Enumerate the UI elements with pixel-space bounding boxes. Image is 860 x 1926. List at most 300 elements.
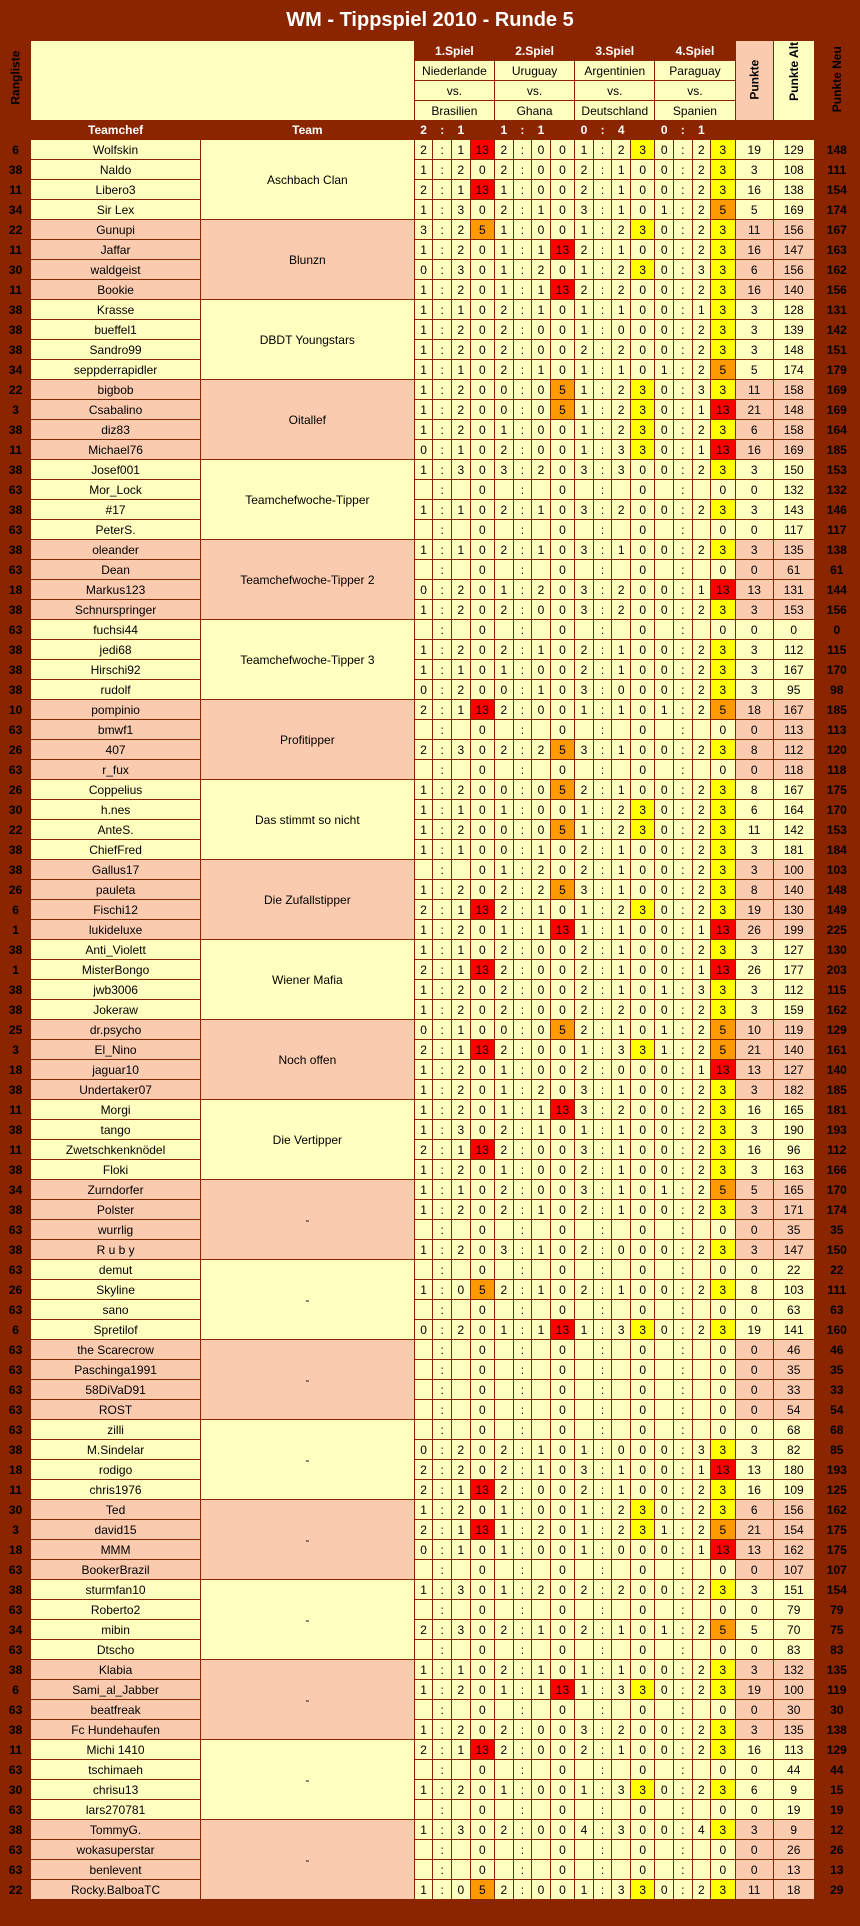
rank-cell: 63 xyxy=(1,1860,31,1880)
rank-cell: 3 xyxy=(1,400,31,420)
punkte-cell: 3 xyxy=(735,1720,773,1740)
tip-home: 1 xyxy=(414,280,433,300)
tip-away xyxy=(692,1220,711,1240)
tip-home xyxy=(655,1800,674,1820)
tip-home: 3 xyxy=(414,220,433,240)
tip-home: 0 xyxy=(655,240,674,260)
punkte-neu-cell: 166 xyxy=(814,1160,859,1180)
punkte-neu-cell: 185 xyxy=(814,1080,859,1100)
tip-colon: : xyxy=(593,300,612,320)
tip-colon: : xyxy=(513,1360,532,1380)
tip-colon: : xyxy=(513,1460,532,1480)
tip-home: 1 xyxy=(414,1000,433,1020)
punkte-alt-cell: 0 xyxy=(773,620,814,640)
punkte-cell: 0 xyxy=(735,1800,773,1820)
team-cell: - xyxy=(200,1260,414,1340)
tip-points: 13 xyxy=(711,1540,735,1560)
tip-points: 13 xyxy=(711,580,735,600)
tip-colon: : xyxy=(673,1700,692,1720)
tip-home: 2 xyxy=(575,840,594,860)
tip-points: 0 xyxy=(630,860,654,880)
tip-points: 0 xyxy=(550,660,574,680)
rank-cell: 63 xyxy=(1,1220,31,1240)
rank-cell: 63 xyxy=(1,1300,31,1320)
tip-home: 1 xyxy=(655,1620,674,1640)
tip-away: 0 xyxy=(532,600,551,620)
tip-colon: : xyxy=(593,1880,612,1900)
punkte-cell: 0 xyxy=(735,720,773,740)
tip-points: 0 xyxy=(550,1480,574,1500)
teamchef-cell: Csabalino xyxy=(31,400,201,420)
tip-home: 3 xyxy=(575,740,594,760)
tip-home xyxy=(494,1420,513,1440)
tip-away xyxy=(532,1700,551,1720)
tip-home: 2 xyxy=(494,600,513,620)
tip-home: 0 xyxy=(655,740,674,760)
player-row xyxy=(1,1480,860,1500)
tip-points: 0 xyxy=(470,1020,494,1040)
tip-colon: : xyxy=(673,520,692,540)
tip-home: 0 xyxy=(494,380,513,400)
punkte-cell: 8 xyxy=(735,740,773,760)
tip-colon: : xyxy=(593,700,612,720)
tip-colon: : xyxy=(433,1120,452,1140)
punkte-neu-cell: 129 xyxy=(814,1020,859,1040)
tip-away xyxy=(451,1560,470,1580)
tip-colon: : xyxy=(673,1160,692,1180)
tip-away: 2 xyxy=(692,780,711,800)
tip-colon: : xyxy=(593,800,612,820)
score-colon: : xyxy=(513,121,532,140)
rank-cell: 63 xyxy=(1,620,31,640)
player-row xyxy=(1,1220,860,1240)
tip-points: 0 xyxy=(470,340,494,360)
tip-points: 0 xyxy=(550,640,574,660)
punkte-cell: 3 xyxy=(735,1120,773,1140)
tip-points: 0 xyxy=(630,1720,654,1740)
tip-home xyxy=(575,480,594,500)
tip-home: 2 xyxy=(414,180,433,200)
tip-away: 2 xyxy=(692,1000,711,1020)
punkte-neu-cell: 161 xyxy=(814,1040,859,1060)
tip-away xyxy=(612,520,631,540)
tip-points: 3 xyxy=(711,180,735,200)
tip-points: 0 xyxy=(630,360,654,380)
player-row xyxy=(1,680,860,700)
tip-points: 3 xyxy=(630,1880,654,1900)
punkte-neu-cell: 44 xyxy=(814,1760,859,1780)
tip-away xyxy=(451,1420,470,1440)
tip-home xyxy=(575,1300,594,1320)
player-row xyxy=(1,1620,860,1640)
tip-colon: : xyxy=(513,260,532,280)
tip-away: 1 xyxy=(451,940,470,960)
tip-points: 3 xyxy=(630,1680,654,1700)
tip-points: 0 xyxy=(630,1580,654,1600)
tip-points: 3 xyxy=(711,600,735,620)
punkte-cell: 16 xyxy=(735,1140,773,1160)
teamchef-cell: bueffel1 xyxy=(31,320,201,340)
tip-colon: : xyxy=(593,1860,612,1880)
tip-home: 1 xyxy=(414,1060,433,1080)
punkte-neu-cell: 103 xyxy=(814,860,859,880)
tip-colon: : xyxy=(513,820,532,840)
tip-home: 2 xyxy=(575,980,594,1000)
tip-home: 2 xyxy=(575,1480,594,1500)
tip-home: 0 xyxy=(655,780,674,800)
tip-points: 3 xyxy=(711,1580,735,1600)
teamchef-cell: rodigo xyxy=(31,1460,201,1480)
tip-points: 0 xyxy=(470,200,494,220)
rank-cell: 38 xyxy=(1,540,31,560)
teamchef-cell: Hirschi92 xyxy=(31,660,201,680)
rank-cell: 34 xyxy=(1,1180,31,1200)
tip-home: 2 xyxy=(575,1620,594,1640)
punkte-alt-cell: 181 xyxy=(773,840,814,860)
tip-colon: : xyxy=(433,1500,452,1520)
tip-colon: : xyxy=(673,900,692,920)
tip-points: 0 xyxy=(470,1560,494,1580)
teamchef-cell: Krasse xyxy=(31,300,201,320)
tip-points: 0 xyxy=(630,240,654,260)
tip-home: 1 xyxy=(414,1120,433,1140)
tip-colon: : xyxy=(593,860,612,880)
teamchef-cell: Rocky.BalboaTC xyxy=(31,1880,201,1900)
tip-points: 0 xyxy=(470,280,494,300)
tip-away: 1 xyxy=(451,800,470,820)
tip-away: 3 xyxy=(692,380,711,400)
punkte-cell: 0 xyxy=(735,1340,773,1360)
teamchef-cell: Spretilof xyxy=(31,1320,201,1340)
tip-home: 2 xyxy=(494,440,513,460)
rank-cell: 10 xyxy=(1,700,31,720)
tip-colon: : xyxy=(593,1460,612,1480)
punkte-cell: 0 xyxy=(735,1360,773,1380)
tip-away: 1 xyxy=(532,540,551,560)
tip-points: 0 xyxy=(550,960,574,980)
tip-home: 2 xyxy=(575,1580,594,1600)
tip-home: 2 xyxy=(494,1480,513,1500)
tip-points: 0 xyxy=(630,560,654,580)
player-row xyxy=(1,820,860,840)
tip-away xyxy=(532,560,551,580)
rank-cell: 38 xyxy=(1,460,31,480)
tip-away xyxy=(612,1860,631,1880)
tip-home: 2 xyxy=(575,1200,594,1220)
tip-away: 0 xyxy=(612,1440,631,1460)
score-spacer xyxy=(630,121,654,140)
tip-points: 3 xyxy=(711,140,735,160)
tip-points: 13 xyxy=(711,920,735,940)
punkte-neu-cell: 85 xyxy=(814,1440,859,1460)
tip-points: 3 xyxy=(711,1280,735,1300)
tip-colon: : xyxy=(593,1000,612,1020)
punkte-alt-cell: 112 xyxy=(773,980,814,1000)
tip-home: 2 xyxy=(494,1880,513,1900)
tip-home xyxy=(655,1560,674,1580)
tip-home: 3 xyxy=(575,1080,594,1100)
game2-score-away: 1 xyxy=(532,121,551,140)
tip-home: 0 xyxy=(655,500,674,520)
tip-points: 0 xyxy=(470,1820,494,1840)
punkte-alt-cell: 140 xyxy=(773,880,814,900)
tip-points: 0 xyxy=(470,840,494,860)
tip-colon: : xyxy=(433,800,452,820)
tip-away: 2 xyxy=(451,1200,470,1220)
player-row xyxy=(1,1240,860,1260)
tip-home: 1 xyxy=(655,1180,674,1200)
tip-home: 1 xyxy=(575,260,594,280)
rank-cell: 34 xyxy=(1,360,31,380)
tip-points: 0 xyxy=(630,1280,654,1300)
punkte-neu-cell: 19 xyxy=(814,1800,859,1820)
tip-away: 1 xyxy=(451,1480,470,1500)
tip-away: 0 xyxy=(532,940,551,960)
tip-away: 0 xyxy=(532,820,551,840)
player-row xyxy=(1,1180,860,1200)
tip-colon: : xyxy=(513,1820,532,1840)
tip-points: 0 xyxy=(630,1140,654,1160)
tip-colon: : xyxy=(433,600,452,620)
punkte-alt-cell: 135 xyxy=(773,1720,814,1740)
tip-away: 3 xyxy=(612,1680,631,1700)
tip-home: 2 xyxy=(494,1440,513,1460)
punkte-neu-cell: 160 xyxy=(814,1320,859,1340)
tip-colon: : xyxy=(673,1840,692,1860)
player-row xyxy=(1,980,860,1000)
tip-points: 0 xyxy=(711,1360,735,1380)
tip-points: 0 xyxy=(630,720,654,740)
tip-home: 2 xyxy=(494,1140,513,1160)
tip-colon: : xyxy=(513,160,532,180)
punkte-alt-cell: 164 xyxy=(773,800,814,820)
tip-colon: : xyxy=(433,1160,452,1180)
tip-points: 0 xyxy=(550,1800,574,1820)
tip-home xyxy=(575,1640,594,1660)
tip-points: 3 xyxy=(711,1160,735,1180)
tip-home: 0 xyxy=(655,340,674,360)
punkte-neu-cell: 35 xyxy=(814,1220,859,1240)
tip-points: 3 xyxy=(711,1000,735,1020)
tip-colon: : xyxy=(513,300,532,320)
tip-away: 3 xyxy=(612,1820,631,1840)
tip-away: 2 xyxy=(692,1080,711,1100)
punkte-alt-cell: 182 xyxy=(773,1080,814,1100)
tip-away: 2 xyxy=(451,680,470,700)
teamchef-cell: benlevent xyxy=(31,1860,201,1880)
tip-away: 3 xyxy=(451,740,470,760)
tip-away: 2 xyxy=(451,1460,470,1480)
tip-colon: : xyxy=(513,500,532,520)
tip-home: 0 xyxy=(655,1200,674,1220)
tip-colon: : xyxy=(433,1220,452,1240)
tip-colon: : xyxy=(593,1480,612,1500)
tip-colon: : xyxy=(673,940,692,960)
tip-home: 1 xyxy=(655,1520,674,1540)
tip-colon: : xyxy=(673,720,692,740)
punkte-neu-cell: 151 xyxy=(814,340,859,360)
tip-home: 1 xyxy=(494,1320,513,1340)
rank-cell: 30 xyxy=(1,260,31,280)
tip-points: 0 xyxy=(470,780,494,800)
punkte-cell: 3 xyxy=(735,1200,773,1220)
rank-cell: 38 xyxy=(1,660,31,680)
tip-points: 3 xyxy=(711,1720,735,1740)
punkte-neu-cell: 63 xyxy=(814,1300,859,1320)
team-cell: - xyxy=(200,1660,414,1740)
tip-colon: : xyxy=(593,260,612,280)
teamchef-cell: Floki xyxy=(31,1160,201,1180)
page-title: WM - Tippspiel 2010 - Runde 5 xyxy=(286,9,574,31)
teamchef-cell: pompinio xyxy=(31,700,201,720)
tip-colon: : xyxy=(513,1160,532,1180)
punkte-neu-cell: 203 xyxy=(814,960,859,980)
tip-away xyxy=(451,1800,470,1820)
tip-away: 2 xyxy=(692,1180,711,1200)
team-cell: Teamchefwoche-Tipper xyxy=(200,460,414,540)
tip-home xyxy=(494,1560,513,1580)
player-row xyxy=(1,1440,860,1460)
punkte-cell: 3 xyxy=(735,460,773,480)
tip-away: 2 xyxy=(451,1000,470,1020)
tip-points: 13 xyxy=(470,1040,494,1060)
tip-home: 1 xyxy=(575,220,594,240)
game1-home: Niederlande xyxy=(414,61,494,81)
tip-home: 1 xyxy=(414,360,433,380)
tip-home: 1 xyxy=(414,1180,433,1200)
tip-home: 1 xyxy=(414,1240,433,1260)
tip-colon: : xyxy=(513,600,532,620)
player-row xyxy=(1,560,860,580)
tip-home: 1 xyxy=(575,140,594,160)
tip-home xyxy=(494,620,513,640)
tip-colon: : xyxy=(433,1340,452,1360)
rank-cell: 1 xyxy=(1,920,31,940)
team-cell: Noch offen xyxy=(200,1020,414,1100)
tip-home xyxy=(655,1380,674,1400)
punkte-cell: 0 xyxy=(735,1700,773,1720)
tip-colon: : xyxy=(593,1180,612,1200)
tip-colon: : xyxy=(673,600,692,620)
tip-colon: : xyxy=(673,260,692,280)
rank-cell: 6 xyxy=(1,1320,31,1340)
punkte-cell: 3 xyxy=(735,680,773,700)
tip-away: 2 xyxy=(692,1660,711,1680)
tip-home: 1 xyxy=(494,1160,513,1180)
punkte-neu-cell: 115 xyxy=(814,640,859,660)
tip-colon: : xyxy=(593,820,612,840)
punkte-alt-cell: 127 xyxy=(773,1060,814,1080)
tip-colon: : xyxy=(593,1840,612,1860)
punkte-cell: 11 xyxy=(735,380,773,400)
tip-colon: : xyxy=(433,1460,452,1480)
punkte-neu-cell: 118 xyxy=(814,760,859,780)
punkte-alt-cell: 140 xyxy=(773,280,814,300)
tip-home xyxy=(414,860,433,880)
tip-away: 1 xyxy=(692,300,711,320)
tip-points: 3 xyxy=(711,260,735,280)
tip-home: 0 xyxy=(655,1060,674,1080)
teamchef-cell: PeterS. xyxy=(31,520,201,540)
tip-colon: : xyxy=(513,760,532,780)
player-row xyxy=(1,1020,860,1040)
tip-home: 0 xyxy=(655,880,674,900)
game2-home: Uruguay xyxy=(494,61,574,81)
tip-points: 0 xyxy=(630,660,654,680)
tip-points: 0 xyxy=(711,1340,735,1360)
tip-home: 1 xyxy=(494,1540,513,1560)
teamchef-cell: mibin xyxy=(31,1620,201,1640)
tip-away xyxy=(692,1420,711,1440)
tip-home: 0 xyxy=(655,1580,674,1600)
tip-points: 0 xyxy=(711,560,735,580)
tip-away xyxy=(692,480,711,500)
tip-home: 1 xyxy=(414,640,433,660)
teamchef-cell: diz83 xyxy=(31,420,201,440)
tip-home: 0 xyxy=(655,800,674,820)
tip-colon: : xyxy=(513,1080,532,1100)
tip-away xyxy=(532,1560,551,1580)
teamchef-cell: MMM xyxy=(31,1540,201,1560)
tip-colon: : xyxy=(513,1420,532,1440)
tip-away xyxy=(612,1600,631,1620)
tip-colon: : xyxy=(513,200,532,220)
tip-home xyxy=(494,1800,513,1820)
tip-home: 2 xyxy=(494,980,513,1000)
tip-colon: : xyxy=(593,1320,612,1340)
tip-points: 0 xyxy=(630,1340,654,1360)
punkte-neu-cell: 167 xyxy=(814,220,859,240)
tip-away xyxy=(692,620,711,640)
tip-points: 0 xyxy=(470,600,494,620)
tip-colon: : xyxy=(513,1560,532,1580)
tip-colon: : xyxy=(673,1540,692,1560)
tip-colon: : xyxy=(593,1340,612,1360)
punkte-neu-cell: 148 xyxy=(814,880,859,900)
teamchef-cell: jwb3006 xyxy=(31,980,201,1000)
tip-colon: : xyxy=(593,140,612,160)
tip-points: 0 xyxy=(470,1540,494,1560)
tip-away: 1 xyxy=(532,1620,551,1640)
tip-points: 0 xyxy=(630,880,654,900)
tip-points: 0 xyxy=(550,420,574,440)
tip-away: 1 xyxy=(451,180,470,200)
tip-away: 2 xyxy=(692,940,711,960)
tip-colon: : xyxy=(673,200,692,220)
tip-points: 0 xyxy=(470,480,494,500)
teamchef-cell: Gunupi xyxy=(31,220,201,240)
tip-home: 2 xyxy=(414,740,433,760)
tip-away: 1 xyxy=(612,1480,631,1500)
tip-away: 3 xyxy=(451,260,470,280)
tip-home: 1 xyxy=(414,1820,433,1840)
tip-colon: : xyxy=(433,540,452,560)
tip-away: 0 xyxy=(532,340,551,360)
tip-points: 5 xyxy=(711,1520,735,1540)
rank-cell: 63 xyxy=(1,1560,31,1580)
tip-home: 2 xyxy=(575,640,594,660)
player-row xyxy=(1,200,860,220)
tip-home xyxy=(575,1360,594,1380)
tip-home: 2 xyxy=(494,500,513,520)
player-row xyxy=(1,180,860,200)
tip-home: 1 xyxy=(414,1100,433,1120)
team-cell: - xyxy=(200,1180,414,1260)
tip-away: 1 xyxy=(532,680,551,700)
tip-away: 1 xyxy=(612,980,631,1000)
player-row xyxy=(1,1140,860,1160)
punkte-neu-cell: 144 xyxy=(814,580,859,600)
